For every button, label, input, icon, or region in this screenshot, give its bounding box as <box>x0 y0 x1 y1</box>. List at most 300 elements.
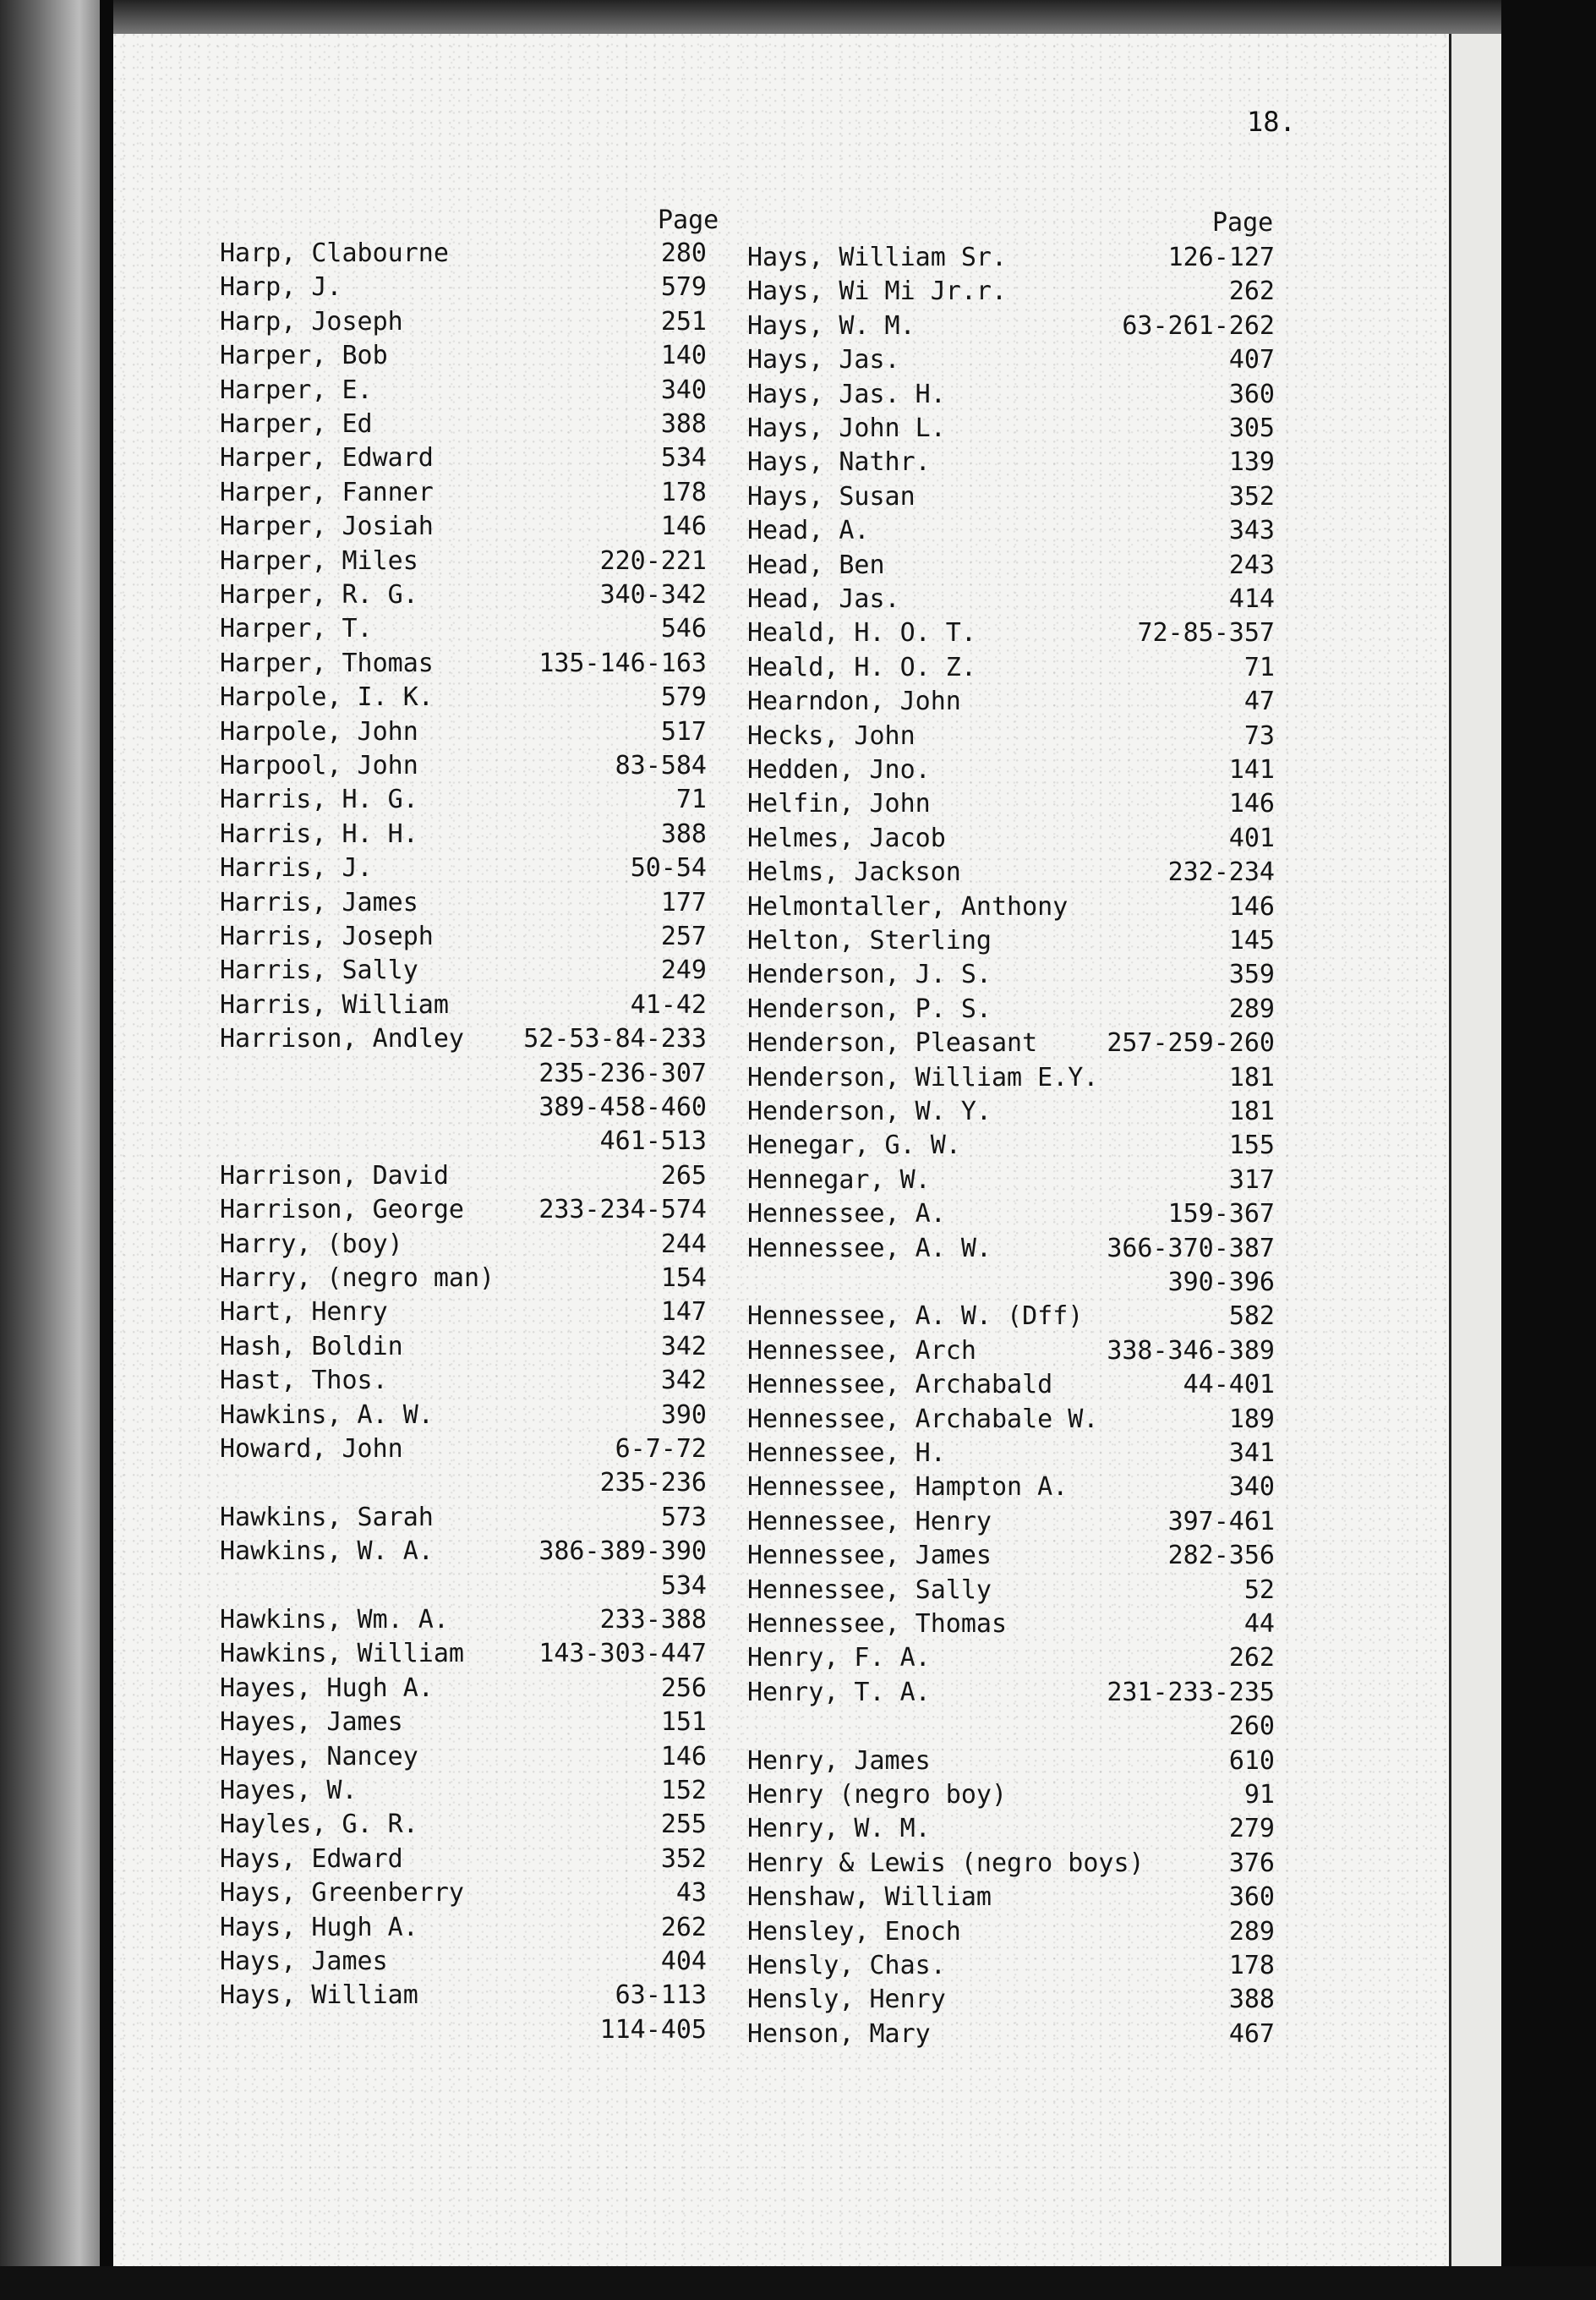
index-entry <box>747 753 1275 787</box>
index-entry <box>220 374 707 408</box>
entry-pages: 397-461 <box>1167 1506 1275 1536</box>
entry-name: Harper, Bob <box>220 341 388 371</box>
index-entry <box>220 1740 707 1774</box>
entry-name: Helfin, John <box>747 789 931 819</box>
entry-pages: 44 <box>1243 1609 1275 1639</box>
entry-name: Hennessee, Sally <box>747 1574 992 1605</box>
entry-pages: 151 <box>660 1707 707 1738</box>
entry-pages: 352 <box>660 1843 707 1874</box>
index-entry <box>220 1911 707 1945</box>
entry-pages: 610 <box>1228 1745 1275 1776</box>
entry-pages: 279 <box>1228 1814 1275 1844</box>
entry-pages: 404 <box>660 1947 707 1976</box>
entry-pages: 233-388 <box>599 1605 707 1635</box>
index-entry <box>220 1022 707 1056</box>
entry-pages: 340-342 <box>599 580 707 610</box>
entry-name: Hayes, Hugh A. <box>220 1673 434 1703</box>
entry-name: Henry, T. A. <box>747 1677 931 1707</box>
entry-pages: 159-367 <box>1167 1199 1275 1229</box>
index-entry <box>220 408 707 441</box>
entry-pages: 282-356 <box>1167 1541 1275 1571</box>
binding-shadow <box>0 0 106 2300</box>
entry-pages: 233-234-574 <box>538 1195 707 1225</box>
entry-pages: 388 <box>660 819 707 849</box>
index-entry <box>220 2013 707 2047</box>
index-entry <box>220 237 707 271</box>
entry-name: Hayes, W. <box>220 1776 358 1805</box>
entry-pages: 342 <box>660 1331 707 1361</box>
index-entry <box>220 954 707 988</box>
entry-pages: 249 <box>660 956 707 986</box>
index-entry <box>220 339 707 373</box>
entry-pages: 152 <box>660 1776 707 1805</box>
index-entry <box>747 1164 1275 1197</box>
entry-name: Hennessee, Archabald <box>747 1370 1053 1400</box>
entry-pages: 257-259-260 <box>1107 1028 1275 1059</box>
entry-name: Hennessee, Arch <box>747 1335 976 1366</box>
entry-pages: 155 <box>1228 1131 1275 1161</box>
entry-pages: 71 <box>1243 652 1275 682</box>
entry-pages: 52-53-84-233 <box>523 1024 707 1054</box>
entry-name: Hays, James <box>220 1947 388 1976</box>
entry-name: Harpool, John <box>220 751 418 780</box>
index-entry <box>747 1266 1275 1300</box>
entry-pages: 517 <box>660 716 707 747</box>
index-entry <box>747 924 1275 958</box>
entry-name: Head, Jas. <box>747 584 900 614</box>
index-entry <box>220 1432 707 1466</box>
entry-pages: 91 <box>1243 1780 1275 1810</box>
index-entry <box>747 1949 1275 1983</box>
entry-name: Harris, William <box>220 989 449 1020</box>
index-entry <box>747 1061 1275 1095</box>
entry-pages: 220-221 <box>599 545 707 576</box>
entry-pages: 289 <box>1228 1916 1275 1947</box>
entry-pages: 154 <box>660 1263 707 1293</box>
index-entry <box>220 852 707 885</box>
index-entry <box>220 1808 707 1842</box>
index-entry <box>747 1197 1275 1231</box>
entry-name: Hash, Boldin <box>220 1331 403 1361</box>
index-entry <box>747 480 1275 514</box>
index-entry <box>220 1364 707 1398</box>
entry-name: Hays, Greenberry <box>220 1878 464 1908</box>
entry-pages: 280 <box>660 238 707 268</box>
index-entry <box>220 1193 707 1227</box>
index-entry <box>747 1437 1275 1470</box>
entry-pages: 338-346-389 <box>1107 1335 1275 1366</box>
entry-name: Hays, W. M. <box>747 310 916 341</box>
index-entry <box>747 309 1275 343</box>
index-entry <box>747 1881 1275 1914</box>
index-entry <box>747 514 1275 548</box>
entry-pages: 360 <box>1228 1882 1275 1913</box>
entry-name: Harper, Thomas <box>220 648 434 678</box>
entry-name: Harris, Joseph <box>220 922 434 951</box>
entry-name: Heald, H. O. T. <box>747 618 976 649</box>
entry-name: Hensly, Chas. <box>747 1951 946 1980</box>
index-entry <box>747 549 1275 583</box>
entry-name: Heald, H. O. Z. <box>747 652 976 682</box>
entry-pages: 341 <box>1228 1438 1275 1468</box>
entry-name: Hays, Jas. <box>747 345 900 375</box>
index-entry <box>747 1847 1275 1881</box>
index-entry <box>747 583 1275 616</box>
index-entry <box>220 545 707 578</box>
entry-pages: 359 <box>1228 960 1275 990</box>
entry-pages: 340 <box>660 375 707 405</box>
index-entry <box>747 1505 1275 1539</box>
entry-name: Harper, T. <box>220 614 373 644</box>
entry-pages: 178 <box>1228 1951 1275 1980</box>
entry-pages: 366-370-387 <box>1107 1233 1275 1263</box>
index-entry <box>220 1535 707 1569</box>
entry-pages: 407 <box>1228 345 1275 375</box>
index-entry <box>220 476 707 510</box>
index-entry <box>220 305 707 339</box>
entry-pages: 52 <box>1243 1574 1275 1605</box>
index-entry <box>220 1295 707 1329</box>
entry-name: Harrison, Andley <box>220 1024 464 1054</box>
index-entry <box>220 1159 707 1193</box>
index-entry <box>220 1706 707 1739</box>
index-entry <box>747 958 1275 992</box>
entry-pages: 262 <box>1228 1643 1275 1673</box>
entry-name: Hedden, Jno. <box>747 755 931 785</box>
entry-name: Harrison, George <box>220 1195 464 1225</box>
index-entry <box>747 1129 1275 1163</box>
index-entry <box>747 1676 1275 1710</box>
entry-name: Harpole, I. K. <box>220 682 434 713</box>
index-entry <box>220 510 707 544</box>
entry-name: Helmes, Jacob <box>747 823 946 853</box>
entry-pages: 534 <box>660 1570 707 1601</box>
entry-name: Head, Ben <box>747 550 885 580</box>
entry-pages: 317 <box>1228 1164 1275 1195</box>
index-entry <box>220 1399 707 1432</box>
index-entry <box>220 1774 707 1808</box>
index-entry <box>747 787 1275 821</box>
index-entry <box>220 578 707 612</box>
entry-pages: 71 <box>675 785 707 815</box>
entry-pages: 181 <box>1228 1062 1275 1092</box>
entry-pages: 386-389-390 <box>538 1536 707 1567</box>
entry-name: Hensley, Enoch <box>747 1916 961 1947</box>
entry-name: Hennessee, A. <box>747 1199 946 1229</box>
entry-pages: 461-513 <box>599 1126 707 1157</box>
entry-pages: 141 <box>1228 755 1275 785</box>
index-entry <box>747 1778 1275 1812</box>
index-entry <box>220 1876 707 1910</box>
entry-name: Henderson, William E.Y. <box>747 1062 1099 1092</box>
index-entry <box>747 651 1275 685</box>
entry-pages: 73 <box>1243 720 1275 751</box>
index-entry <box>747 856 1275 890</box>
index-entry <box>747 343 1275 377</box>
index-entry <box>220 749 707 783</box>
entry-name: Henry, W. M. <box>747 1814 931 1844</box>
index-entry <box>220 818 707 852</box>
entry-pages: 579 <box>660 272 707 303</box>
entry-name: Harris, Sally <box>220 956 418 986</box>
index-entry <box>747 1027 1275 1060</box>
index-entry <box>220 1501 707 1535</box>
entry-pages: 41-42 <box>630 989 707 1020</box>
index-entry <box>220 681 707 715</box>
entry-name: Hays, William <box>220 1980 418 2011</box>
entry-name: Henry, F. A. <box>747 1643 931 1673</box>
entry-pages: 178 <box>660 477 707 507</box>
index-entry <box>220 1637 707 1671</box>
index-entry <box>220 783 707 817</box>
entry-name: Harper, Fanner <box>220 477 434 507</box>
entry-pages: 579 <box>660 682 707 713</box>
entry-pages: 376 <box>1228 1848 1275 1878</box>
entry-pages: 243 <box>1228 550 1275 580</box>
entry-name: Hays, Nathr. <box>747 447 931 478</box>
entry-name: Hays, Wi Mi Jr.r. <box>747 277 1008 307</box>
entry-pages: 139 <box>1228 447 1275 478</box>
index-entry <box>747 1300 1275 1333</box>
entry-name: Hennessee, James <box>747 1541 992 1571</box>
entry-name: Helms, Jackson <box>747 857 961 888</box>
entry-name: Harris, James <box>220 887 418 917</box>
index-entry <box>220 1945 707 1979</box>
entry-name: Harris, H. G. <box>220 785 418 815</box>
entry-name: Harrison, David <box>220 1160 449 1191</box>
entry-pages: 50-54 <box>630 853 707 884</box>
index-entry <box>220 1262 707 1295</box>
entry-pages: 231-233-235 <box>1107 1677 1275 1707</box>
entry-name: Henry, James <box>747 1745 931 1776</box>
index-entry <box>747 720 1275 753</box>
index-entry <box>747 275 1275 309</box>
entry-pages: 232-234 <box>1167 857 1275 888</box>
entry-pages: 143-303-447 <box>538 1639 707 1669</box>
entry-name: Henry & Lewis (negro boys) <box>747 1848 1145 1878</box>
entry-pages: 546 <box>660 614 707 644</box>
entry-pages: 126-127 <box>1167 243 1275 272</box>
entry-name: Hays, Jas. H. <box>747 379 946 409</box>
entry-name: Henderson, P. S. <box>747 994 992 1024</box>
page-edge <box>1449 34 1504 2266</box>
entry-name: Hart, Henry <box>220 1297 388 1328</box>
entry-name: Henderson, J. S. <box>747 960 992 990</box>
index-entry <box>220 1979 707 2012</box>
entry-name: Henry (negro boy) <box>747 1780 1008 1810</box>
entry-name: Hayes, James <box>220 1707 403 1738</box>
index-entry <box>220 1603 707 1637</box>
entry-pages: 401 <box>1228 823 1275 853</box>
index-entry <box>747 241 1275 275</box>
index-entry <box>747 1710 1275 1744</box>
entry-name: Harper, R. G. <box>220 580 418 610</box>
entry-pages: 146 <box>660 512 707 542</box>
entry-pages: 265 <box>660 1160 707 1191</box>
entry-name: Head, A. <box>747 516 870 546</box>
index-entry <box>747 1232 1275 1266</box>
index-entry <box>747 1539 1275 1573</box>
entry-pages: 63-113 <box>615 1980 707 2011</box>
index-entry <box>220 647 707 681</box>
entry-name: Hawkins, A. W. <box>220 1399 434 1430</box>
entry-pages: 177 <box>660 887 707 917</box>
entry-pages: 257 <box>660 922 707 951</box>
entry-name: Harper, Josiah <box>220 512 434 542</box>
entry-name: Harp, Clabourne <box>220 238 449 268</box>
entry-pages: 389-458-460 <box>538 1092 707 1122</box>
entry-pages: 181 <box>1228 1097 1275 1126</box>
index-entry <box>220 1228 707 1262</box>
entry-name: Henshaw, William <box>747 1882 992 1913</box>
page-number: 18. <box>1247 106 1296 138</box>
entry-pages: 6-7-72 <box>615 1434 707 1464</box>
entry-name: Harris, J. <box>220 853 373 884</box>
index-entry <box>747 1403 1275 1437</box>
index-entry <box>220 1466 707 1500</box>
entry-name: Henderson, Pleasant <box>747 1028 1038 1059</box>
entry-pages: 147 <box>660 1297 707 1328</box>
entry-pages: 262 <box>1228 277 1275 307</box>
left-page-header: Page <box>658 205 719 235</box>
entry-pages: 146 <box>1228 789 1275 819</box>
entry-name: Harry, (negro man) <box>220 1263 495 1293</box>
entry-pages: 47 <box>1243 687 1275 717</box>
entry-pages: 289 <box>1228 994 1275 1024</box>
index-entry <box>747 1915 1275 1949</box>
entry-name: Hennessee, Hampton A. <box>747 1472 1069 1503</box>
entry-name: Hays, John L. <box>747 413 946 443</box>
entry-pages: 255 <box>660 1810 707 1840</box>
index-entry <box>747 1574 1275 1607</box>
entry-name: Hennessee, Henry <box>747 1506 992 1536</box>
entry-name: Henegar, G. W. <box>747 1131 961 1161</box>
entry-pages: 388 <box>1228 1985 1275 2015</box>
index-entry <box>220 886 707 920</box>
entry-pages: 340 <box>1228 1472 1275 1503</box>
entry-name: Hawkins, William <box>220 1639 464 1669</box>
entry-name: Harp, J. <box>220 272 342 303</box>
entry-pages: 467 <box>1228 2018 1275 2049</box>
entry-name: Howard, John <box>220 1434 403 1464</box>
entry-pages: 72-85-357 <box>1137 618 1275 649</box>
entry-name: Harp, Joseph <box>220 306 403 337</box>
entry-pages: 534 <box>660 443 707 474</box>
index-entry <box>747 993 1275 1027</box>
index-entry <box>220 1057 707 1091</box>
entry-pages: 414 <box>1228 584 1275 614</box>
right-shadow <box>1501 0 1596 2300</box>
index-entry <box>747 1641 1275 1675</box>
entry-pages: 390-396 <box>1167 1268 1275 1297</box>
index-entry <box>220 612 707 646</box>
index-entry <box>220 1330 707 1364</box>
entry-name: Harper, Miles <box>220 545 418 576</box>
entry-name: Hayles, G. R. <box>220 1810 418 1840</box>
index-entry <box>747 1812 1275 1846</box>
entry-name: Hawkins, W. A. <box>220 1536 434 1567</box>
index-entry <box>747 446 1275 479</box>
entry-name: Hast, Thos. <box>220 1366 388 1396</box>
book-spine <box>100 0 113 2300</box>
index-entry <box>747 412 1275 446</box>
entry-pages: 135-146-163 <box>538 648 707 678</box>
index-entry <box>747 1334 1275 1368</box>
entry-pages: 83-584 <box>615 751 707 780</box>
entry-pages: 244 <box>660 1229 707 1259</box>
index-entry <box>747 1744 1275 1778</box>
entry-pages: 342 <box>660 1366 707 1396</box>
index-entry <box>220 1569 707 1603</box>
index-entry <box>220 715 707 749</box>
entry-name: Henderson, W. Y. <box>747 1097 992 1126</box>
entry-pages: 352 <box>1228 481 1275 512</box>
entry-name: Hennessee, Thomas <box>747 1609 1008 1639</box>
entry-pages: 262 <box>660 1912 707 1942</box>
entry-name: Harry, (boy) <box>220 1229 403 1259</box>
index-entry <box>747 1607 1275 1641</box>
index-entry <box>220 441 707 475</box>
bottom-shadow <box>0 2266 1596 2300</box>
entry-name: Hays, William Sr. <box>747 243 1008 272</box>
entry-name: Harper, E. <box>220 375 373 405</box>
entry-pages: 260 <box>1228 1711 1275 1742</box>
entry-name: Henson, Mary <box>747 2018 931 2049</box>
index-entry <box>220 271 707 304</box>
index-entry <box>747 1095 1275 1129</box>
right-page-header: Page <box>1212 208 1274 238</box>
entry-pages: 146 <box>1228 891 1275 922</box>
entry-name: Hawkins, Wm. A. <box>220 1605 449 1635</box>
entry-pages: 146 <box>660 1741 707 1772</box>
index-entry <box>747 378 1275 412</box>
entry-name: Harris, H. H. <box>220 819 418 849</box>
entry-pages: 189 <box>1228 1404 1275 1434</box>
entry-pages: 360 <box>1228 379 1275 409</box>
index-entry <box>220 1672 707 1706</box>
entry-pages: 43 <box>675 1878 707 1908</box>
entry-name: Hays, Edward <box>220 1843 403 1874</box>
entry-pages: 114-405 <box>599 2014 707 2045</box>
entry-name: Hays, Susan <box>747 481 916 512</box>
entry-name: Hennessee, Archabale W. <box>747 1404 1099 1434</box>
entry-name: Hecks, John <box>747 720 916 751</box>
entry-name: Hennessee, A. W. (Dff) <box>747 1301 1084 1332</box>
entry-name: Hennessee, A. W. <box>747 1233 992 1263</box>
entry-pages: 256 <box>660 1673 707 1703</box>
entry-name: Hays, Hugh A. <box>220 1912 418 1942</box>
entry-name: Harpole, John <box>220 716 418 747</box>
index-entry <box>220 1843 707 1876</box>
index-entry <box>747 1470 1275 1504</box>
entry-pages: 235-236-307 <box>538 1058 707 1088</box>
entry-pages: 235-236 <box>599 1468 707 1498</box>
entry-pages: 145 <box>1228 926 1275 956</box>
index-entry <box>220 988 707 1022</box>
index-entry <box>747 822 1275 856</box>
entry-pages: 343 <box>1228 516 1275 546</box>
entry-name: Hensly, Henry <box>747 1985 946 2015</box>
index-entry <box>747 616 1275 650</box>
entry-name: Harper, Ed <box>220 409 373 439</box>
entry-pages: 63-261-262 <box>1122 310 1275 341</box>
entry-name: Hearndon, John <box>747 687 961 717</box>
index-entry <box>747 685 1275 719</box>
entry-name: Helton, Sterling <box>747 926 992 956</box>
entry-pages: 251 <box>660 306 707 337</box>
entry-name: Harper, Edward <box>220 443 434 474</box>
entry-pages: 573 <box>660 1502 707 1532</box>
